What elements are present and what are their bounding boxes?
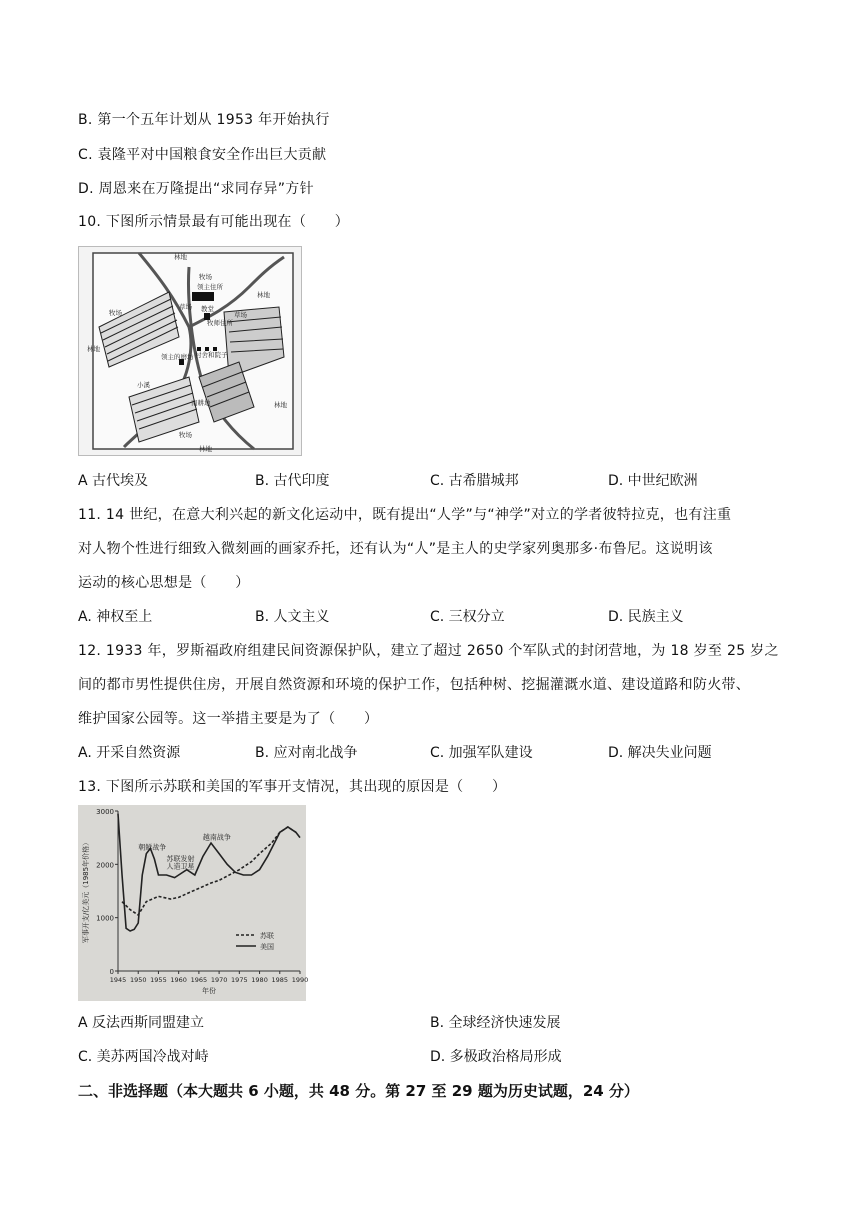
y-tick-label: 3000 xyxy=(96,808,114,816)
q11-stem-line2: 对人物个性进行细致入微刻画的画家乔托，还有认为“人”是主人的史学家列奥那多·布鲁尼。这说明该 xyxy=(78,541,713,557)
svg-text:林地: 林地 xyxy=(199,445,212,453)
manor-map-figure xyxy=(78,246,302,456)
x-tick-label: 1960 xyxy=(170,976,187,984)
x-tick-label: 1965 xyxy=(190,976,208,984)
military-spending-chart xyxy=(78,805,309,1001)
q11-option-c[interactable]: C. 三权分立 xyxy=(430,609,505,625)
legend-label: 苏联 xyxy=(260,932,274,940)
svg-text:林地: 林地 xyxy=(274,401,287,409)
q10-option-d[interactable]: D. 中世纪欧洲 xyxy=(608,473,698,489)
q9-option-c: C. 袁隆平对中国粮食安全作出巨大贡献 xyxy=(78,147,327,163)
svg-text:林地: 林地 xyxy=(87,345,100,353)
x-tick-label: 1970 xyxy=(210,976,228,984)
chart-annotation: 苏联发射 xyxy=(166,855,195,864)
x-tick-label: 1950 xyxy=(129,976,147,984)
q13-stem: 13. 下图所示苏联和美国的军事开支情况，其出现的原因是（ ） xyxy=(78,779,507,795)
q12-option-b[interactable]: B. 应对南北战争 xyxy=(255,745,358,761)
q12-stem-line2: 间的都市男性提供住房，开展自然资源和环境的保护工作，包括种树、挖掘灌溉水道、建设道路和防火带、 xyxy=(78,677,751,693)
svg-text:领主住所: 领主住所 xyxy=(197,283,223,291)
y-axis-label: 军事开支/亿美元（1985年价格） xyxy=(82,838,90,944)
y-tick-label: 2000 xyxy=(96,861,114,870)
y-tick-label: 0 xyxy=(109,968,114,976)
x-axis-label: 年份 xyxy=(202,987,216,995)
q11-option-b[interactable]: B. 人文主义 xyxy=(255,609,330,625)
q11-option-a[interactable]: A. 神权至上 xyxy=(78,609,153,625)
q11-stem-line3: 运动的核心思想是（ ） xyxy=(78,575,250,591)
x-tick-label: 1975 xyxy=(231,976,248,984)
svg-text:牧场: 牧场 xyxy=(179,431,192,439)
q13-option-b[interactable]: B. 全球经济快速发展 xyxy=(430,1015,561,1031)
q12-option-a[interactable]: A. 开采自然资源 xyxy=(78,745,181,761)
q9-option-b: B. 第一个五年计划从 1953 年开始执行 xyxy=(78,112,330,128)
manor-map xyxy=(79,247,301,455)
chart-annotation: 朝鲜战争 xyxy=(138,843,167,852)
map-label: 林地 xyxy=(174,253,187,261)
x-tick-label: 1980 xyxy=(251,976,268,984)
q9-option-d: D. 周恩来在万隆提出“求同存异”方针 xyxy=(78,181,314,197)
q13-option-a[interactable]: A 反法西斯同盟建立 xyxy=(78,1015,205,1031)
svg-text:牧师住所: 牧师住所 xyxy=(207,319,233,327)
svg-text:村舍和院子: 村舍和院子 xyxy=(195,351,228,359)
q13-option-c[interactable]: C. 美苏两国冷战对峙 xyxy=(78,1049,209,1065)
chart-annotation: 越南战争 xyxy=(202,833,231,842)
q10-stem: 10. 下图所示情景最有可能出现在（ ） xyxy=(78,214,350,230)
lord-house-icon xyxy=(192,292,214,301)
x-tick-label: 1955 xyxy=(150,976,167,984)
svg-text:牧场: 牧场 xyxy=(199,273,212,281)
q13-option-d[interactable]: D. 多极政治格局形成 xyxy=(430,1049,562,1065)
svg-text:草场: 草场 xyxy=(234,311,247,319)
svg-text:小溪: 小溪 xyxy=(137,381,150,389)
legend-label: 美国 xyxy=(260,943,274,951)
chart-svg xyxy=(78,805,309,1001)
svg-text:教堂: 教堂 xyxy=(201,305,214,313)
q12-stem-line1: 12. 1933 年，罗斯福政府组建民间资源保护队，建立了超过 2650 个军队式的封闭营地，为 18 岁至 25 岁之 xyxy=(78,643,779,659)
q11-option-d[interactable]: D. 民族主义 xyxy=(608,609,684,625)
q12-stem-line3: 维护国家公园等。这一举措主要是为了（ ） xyxy=(78,711,379,727)
svg-text:草场: 草场 xyxy=(179,303,192,311)
y-tick-label: 1000 xyxy=(96,914,114,923)
x-tick-label: 1945 xyxy=(109,976,127,984)
q10-option-a[interactable]: A 古代埃及 xyxy=(78,473,149,489)
svg-text:林地: 林地 xyxy=(257,291,270,299)
q11-stem-line1: 11. 14 世纪，在意大利兴起的新文化运动中，既有提出“人学”与“神学”对立的学者彼特拉克，也有注重 xyxy=(78,507,732,523)
section-2-heading: 二、非选择题（本大题共 6 小题，共 48 分。第 27 至 29 题为历史试题，24 分） xyxy=(78,1082,639,1100)
q12-option-d[interactable]: D. 解决失业问题 xyxy=(608,745,712,761)
svg-text:牧场: 牧场 xyxy=(109,309,122,317)
svg-text:领主的磨坊: 领主的磨坊 xyxy=(161,353,194,361)
x-tick-label: 1985 xyxy=(271,976,289,984)
q12-option-c[interactable]: C. 加强军队建设 xyxy=(430,745,533,761)
q10-option-b[interactable]: B. 古代印度 xyxy=(255,473,330,489)
chart-annotation: 人造卫星 xyxy=(166,862,195,871)
svg-text:南耕地: 南耕地 xyxy=(191,399,211,407)
x-tick-label: 1990 xyxy=(291,976,309,984)
q10-option-c[interactable]: C. 古希腊城邦 xyxy=(430,473,519,489)
